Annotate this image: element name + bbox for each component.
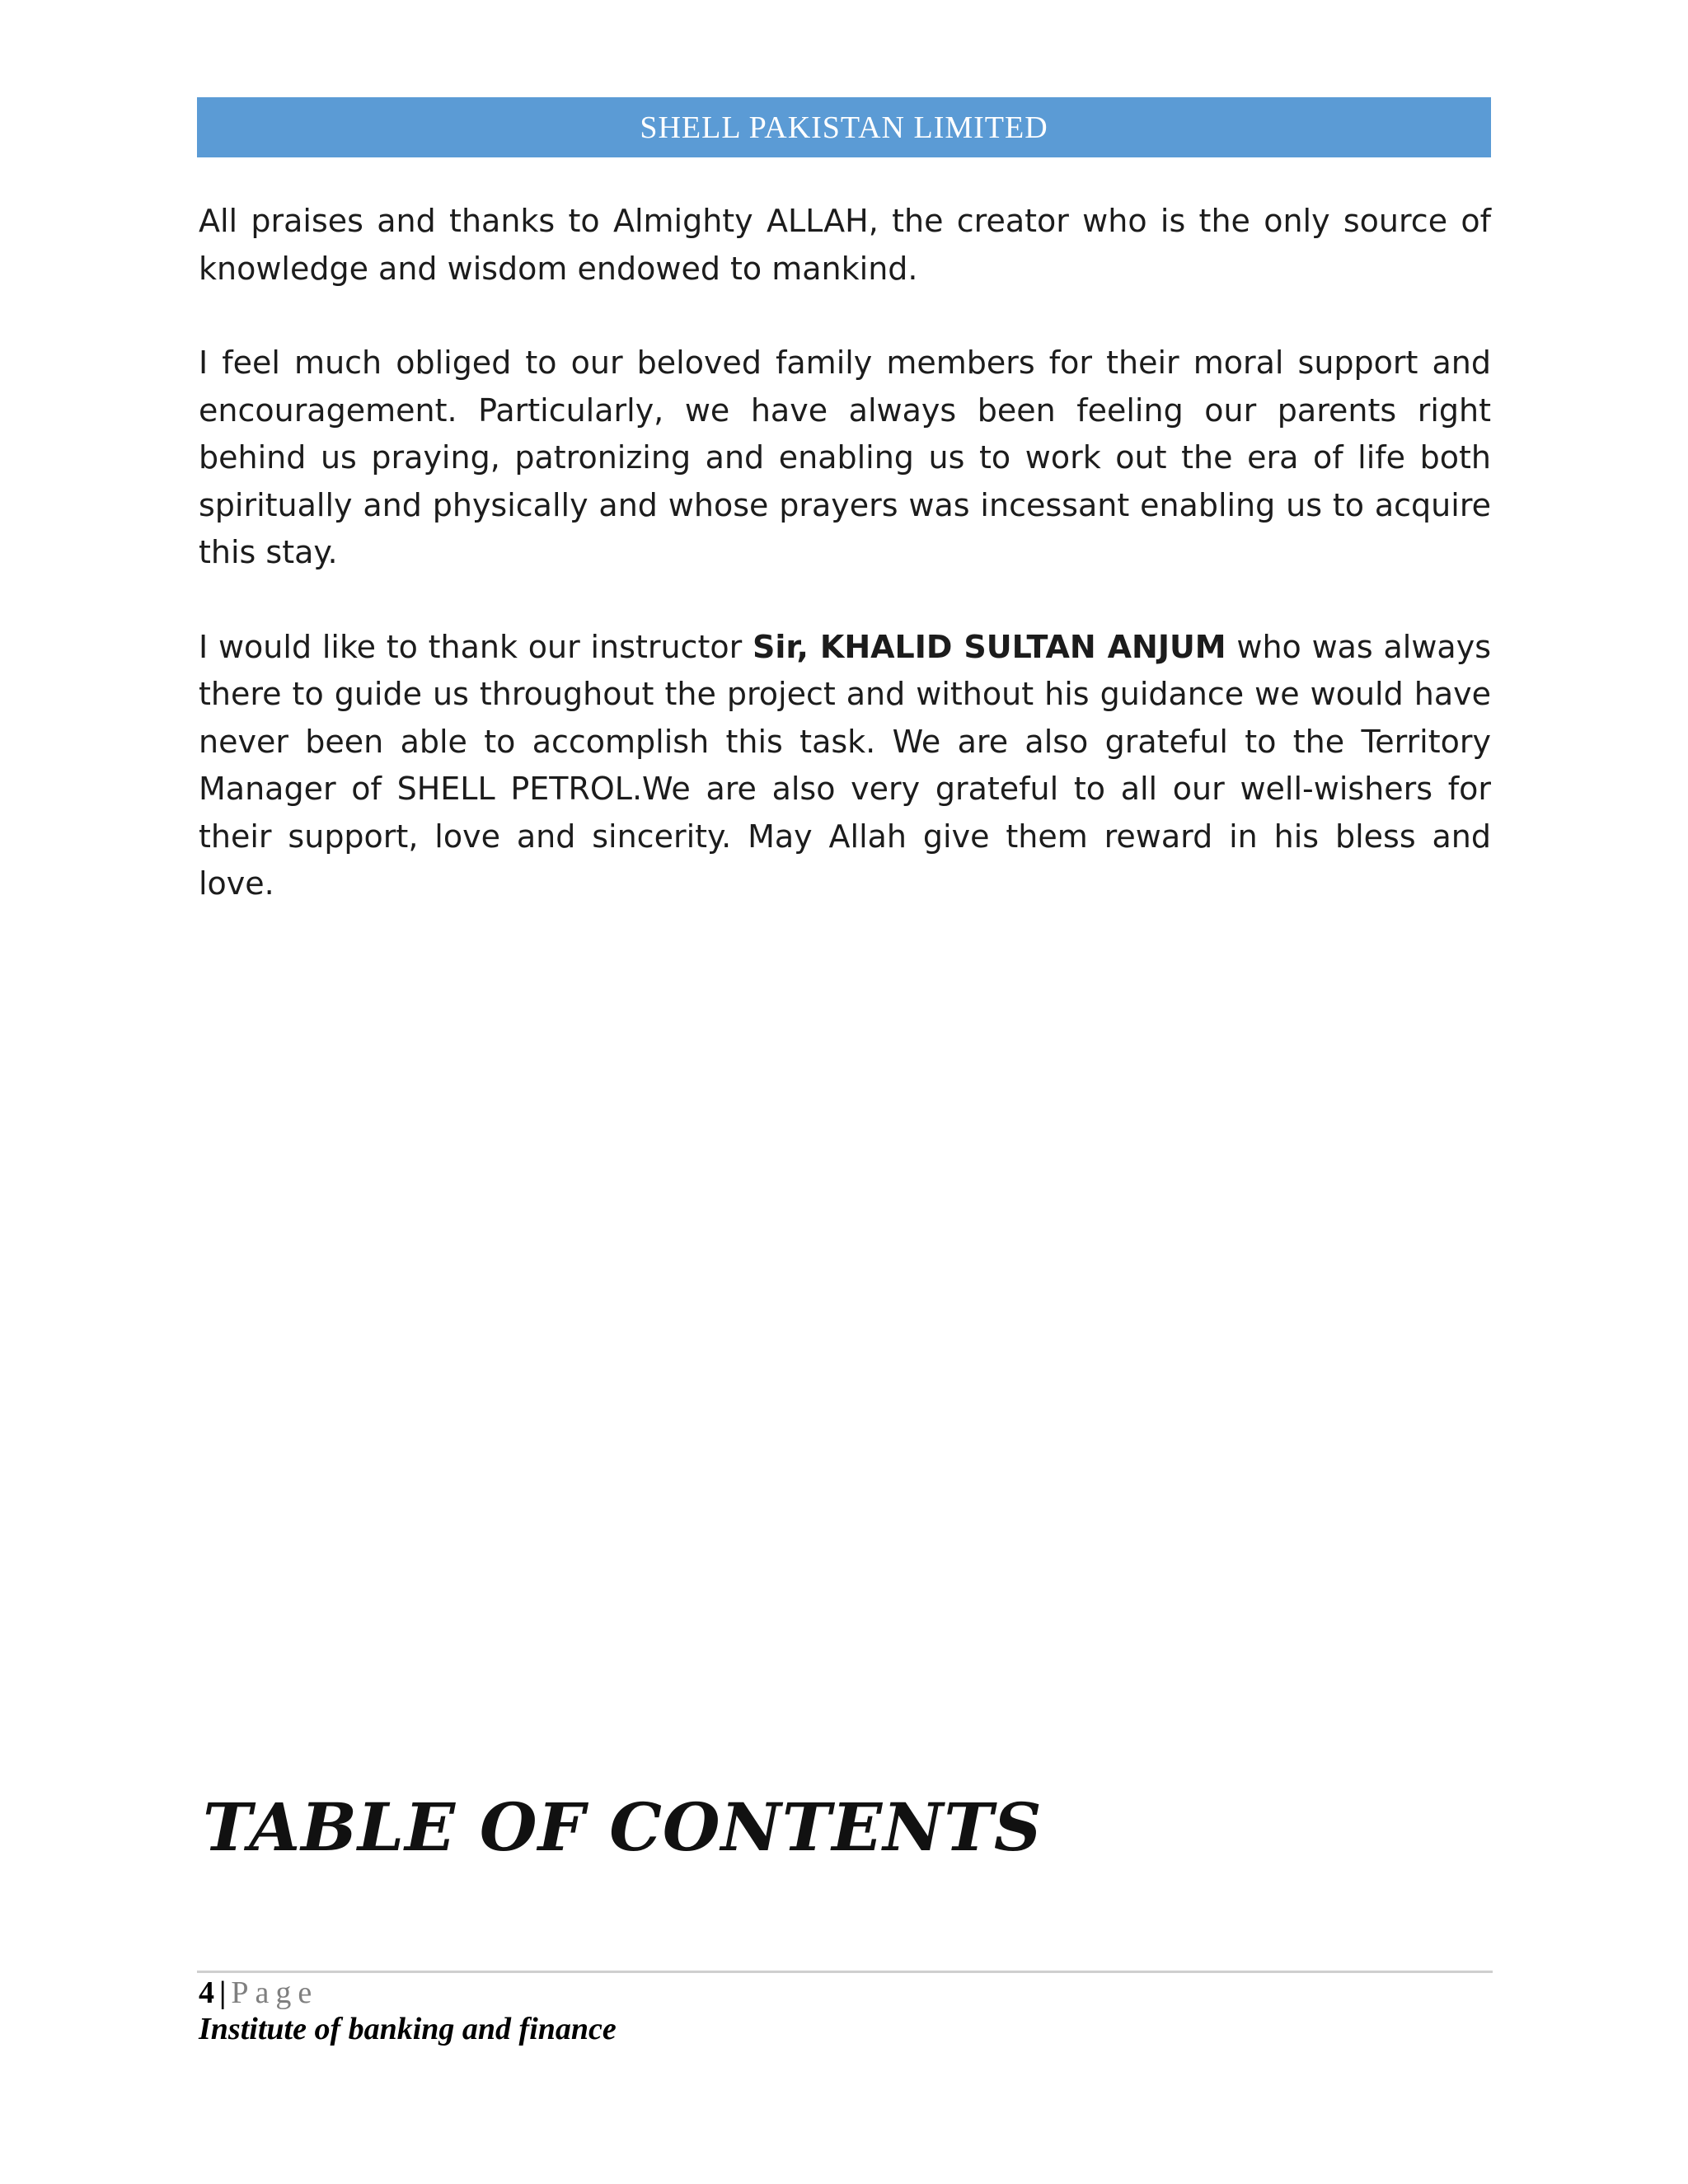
paragraph-instructor-intro: I would like to thank our instructor xyxy=(199,628,753,665)
header-title: SHELL PAKISTAN LIMITED xyxy=(640,110,1048,145)
footer-page-number xyxy=(199,1975,318,2011)
paragraph-instructor xyxy=(199,624,1491,908)
table-of-contents-heading: TABLE OF CONTENTS xyxy=(203,1788,1043,1866)
acknowledgement-text xyxy=(199,198,1491,955)
page-label: Page xyxy=(231,1975,319,2010)
paragraph-instructor-rest: who was always there to guide us throughout the project and without his guidance we would have never been able to accomplish this task. We are also grateful to the Territory Manager of SHELL PETROL.We are also very grateful to all our well-wishers for their support, love and sincerity. May Allah give them reward in his bless and love. xyxy=(199,628,1491,902)
page-number: 4 xyxy=(199,1975,214,2010)
footer-divider xyxy=(197,1971,1493,1973)
page-separator: | xyxy=(219,1975,227,2010)
footer-institute: Institute of banking and finance xyxy=(199,2012,617,2046)
instructor-name: Sir, KHALID SULTAN ANJUM xyxy=(752,628,1226,665)
paragraph-family: I feel much obliged to our beloved family members for their moral support and encouragement. Particularly, we have always been feeling our parents right behind us praying, patronizing and enabling us to work out the era of life both spiritually and physically and whose prayers was incessant enabling us to acquire this stay. xyxy=(199,344,1491,570)
header-bar xyxy=(197,97,1491,157)
paragraph-praise: All praises and thanks to Almighty ALLAH, the creator who is the only source of knowledge and wisdom endowed to mankind. xyxy=(199,203,1491,287)
